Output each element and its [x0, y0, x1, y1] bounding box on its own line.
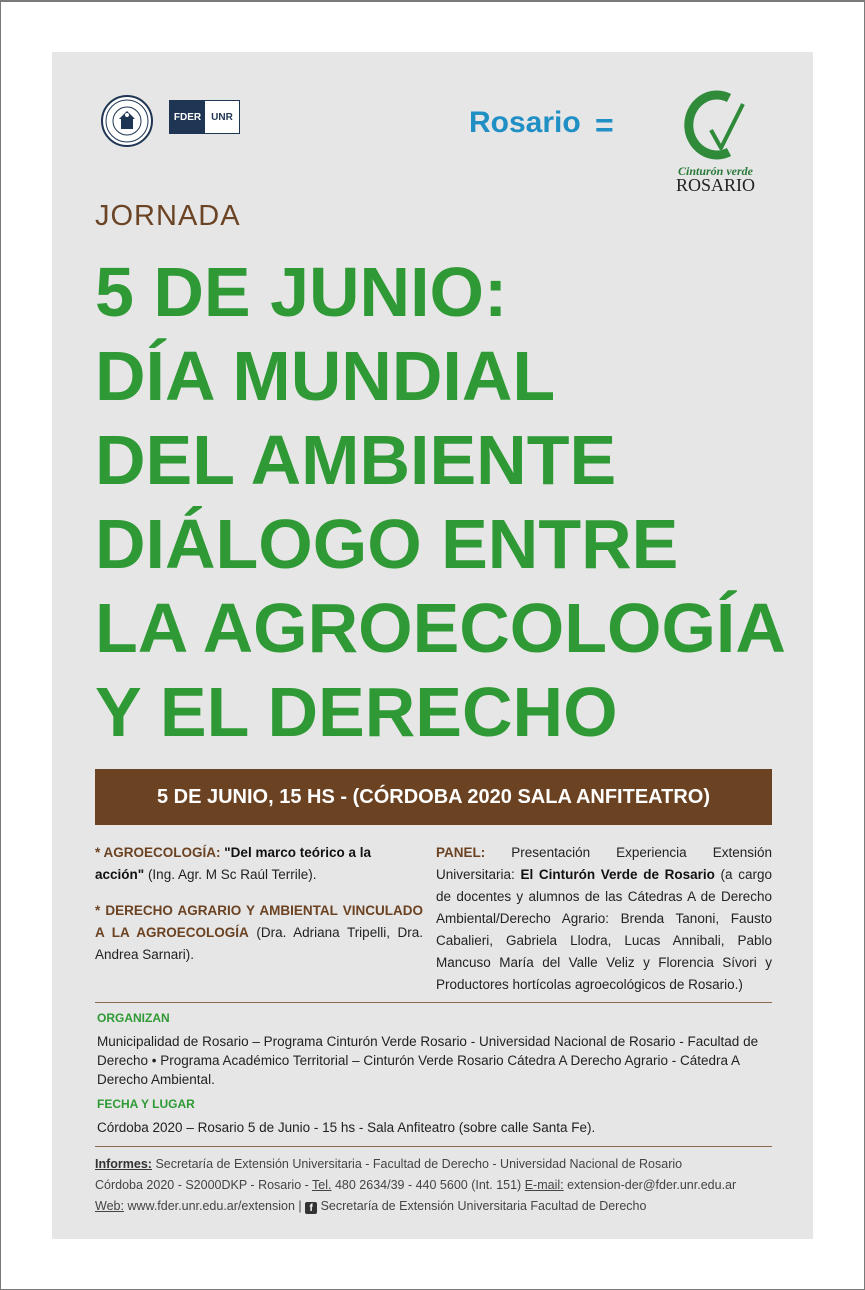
fecha-text: Córdoba 2020 – Rosario 5 de Junio - 15 hs - Sala Anfiteatro (sobre calle Santa Fe).	[97, 1120, 596, 1135]
fecha-heading: FECHA Y LUGAR	[97, 1097, 195, 1111]
panel-text-1: Presentación Experiencia Extensión Universitaria:	[436, 845, 772, 882]
web-label: Web:	[95, 1199, 124, 1213]
cv-city: ROSARIO	[675, 175, 755, 195]
cv-subtitle: Cinturón verde	[677, 164, 753, 178]
item1-title: "Del marco teórico a la acción"	[95, 845, 371, 882]
rosario-logo: Rosario	[469, 106, 581, 139]
agroecologia-item	[95, 842, 423, 886]
panel-bold: El Cinturón Verde de Rosario	[520, 867, 715, 882]
poster	[52, 52, 813, 1239]
item1-label: * AGROECOLOGÍA:	[95, 845, 221, 860]
footer	[95, 1154, 775, 1217]
unr-seal-logo	[101, 95, 153, 147]
panel-text-2: (a cargo de docentes y alumnos de las Cátedras A de Derecho Ambiental/Derecho Agrario: Brenda Tanoni, Fausto Cabalieri, Gabriela Llodra, Lucas Annibali, Pablo Mancuso María del Valle Veliz y Florencia Sívori y Productores hortícolas agroecológicos de Rosario.)	[436, 867, 772, 992]
informes-label: Informes:	[95, 1157, 152, 1171]
unr-text: UNR	[205, 101, 239, 133]
headline-line: LA AGROECOLOGÍA	[95, 589, 786, 667]
tel: 480 2634/39 - 440 5600 (Int. 151)	[334, 1178, 522, 1192]
derecho-agrario-item	[95, 900, 423, 966]
footer-line-1	[95, 1154, 775, 1175]
fder-text: FDER	[170, 101, 205, 133]
informes-text: Secretaría de Extensión Universitaria - Facultad de Derecho - Universidad Nacional de Rosario	[155, 1157, 683, 1171]
footer-line-2	[95, 1175, 775, 1196]
item2-rest: (Dra. Adriana Tripelli, Dra. Andrea Sarnari).	[95, 925, 423, 962]
headline-line: DIÁLOGO ENTRE	[95, 505, 679, 583]
panel-column	[436, 842, 772, 996]
footer-line-3	[95, 1196, 775, 1217]
kicker: JORNADA	[95, 200, 241, 232]
fder-unr-logo	[169, 100, 240, 134]
item2-label: * DERECHO AGRARIO Y AMBIENTAL VINCULADO A LA AGROECOLOGÍA	[95, 903, 423, 940]
item1-rest: (Ing. Agr. M Sc Raúl Terrile).	[147, 867, 317, 882]
organizan-heading: ORGANIZAN	[97, 1011, 170, 1025]
divider	[95, 1146, 772, 1147]
email-label: E-mail:	[524, 1178, 564, 1192]
cinturon-verde-logo	[663, 86, 768, 194]
headline-line: DEL AMBIENTE	[95, 421, 617, 499]
headline-line: Y EL DERECHO	[95, 673, 618, 751]
email-link[interactable]: extension-der@fder.unr.edu.ar	[567, 1178, 737, 1192]
divider	[95, 1002, 772, 1003]
date-bar: 5 DE JUNIO, 15 HS - (CÓRDOBA 2020 SALA ANFITEATRO)	[95, 769, 772, 825]
facebook-text[interactable]: Secretaría de Extensión Universitaria Facultad de Derecho	[320, 1199, 647, 1213]
headline-line: DÍA MUNDIAL	[95, 337, 556, 415]
facebook-icon: f	[305, 1202, 317, 1214]
address: Córdoba 2020 - S2000DKP - Rosario -	[95, 1178, 309, 1192]
web-link[interactable]: www.fder.unr.edu.ar/extension |	[127, 1199, 302, 1213]
headline-line: 5 DE JUNIO:	[95, 253, 508, 331]
left-column	[95, 842, 423, 966]
rosario-logo-sign: =	[595, 107, 614, 143]
tel-label: Tel.	[312, 1178, 332, 1192]
cv-mark-icon	[663, 86, 768, 166]
organizan-text: Municipalidad de Rosario – Programa Cinturón Verde Rosario - Universidad Nacional de Rosario - Facultad de Derecho • Programa Académico Territorial – Cinturón Verde Rosario Cátedra A Derecho Agrario - Cátedra A Derecho Ambiental.	[97, 1034, 759, 1087]
headline	[95, 250, 795, 754]
panel-label: PANEL:	[436, 845, 486, 860]
